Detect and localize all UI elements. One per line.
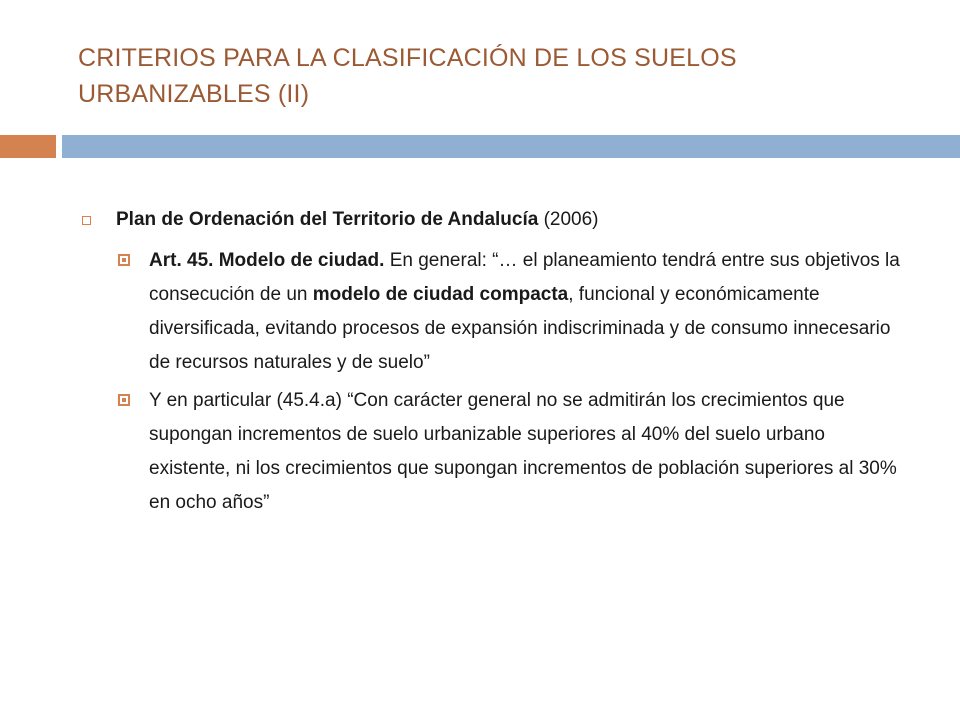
art45-4a-text: Y en particular (45.4.a) “Con carácter general no se admitirán los crecimientos que supongan incrementos de suelo urbanizable superiores al 40% del suelo urbano existente, ni los crecimientos que supongan incrementos de población superiores al 30% en ocho años” [149, 390, 897, 513]
sub-bullet-45-4-a [116, 384, 900, 520]
art45-emphasis: modelo de ciudad compacta [312, 284, 569, 305]
art45-text-2: , funcional y económicamente diversificada, evitando procesos de expansión indiscriminada y de consumo innecesario de recursos naturales y de suelo” [149, 284, 891, 373]
plan-year: (2006) [538, 209, 599, 230]
art45-heading: Art. 45. Modelo de ciudad. [149, 250, 385, 271]
accent-bar-blue [62, 135, 960, 158]
plan-name: Plan de Ordenación del Territorio de Andalucía [116, 209, 539, 230]
square-bullet-icon [82, 216, 91, 225]
title-line-2: URBANIZABLES (II) [78, 80, 310, 108]
filled-square-bullet-icon [118, 394, 130, 406]
slide-title [78, 40, 918, 112]
bullet-plan-ordenacion [80, 206, 900, 234]
sub-bullet-art45 [116, 244, 900, 380]
title-line-1: CRITERIOS PARA LA CLASIFICACIÓN DE LOS SUELOS [78, 44, 737, 72]
slide-body [80, 206, 900, 524]
art45-text-1: En general: “… el planeamiento tendrá entre sus objetivos la consecución de un [149, 250, 900, 305]
accent-bar-orange [0, 135, 56, 158]
filled-square-bullet-icon [118, 254, 130, 266]
